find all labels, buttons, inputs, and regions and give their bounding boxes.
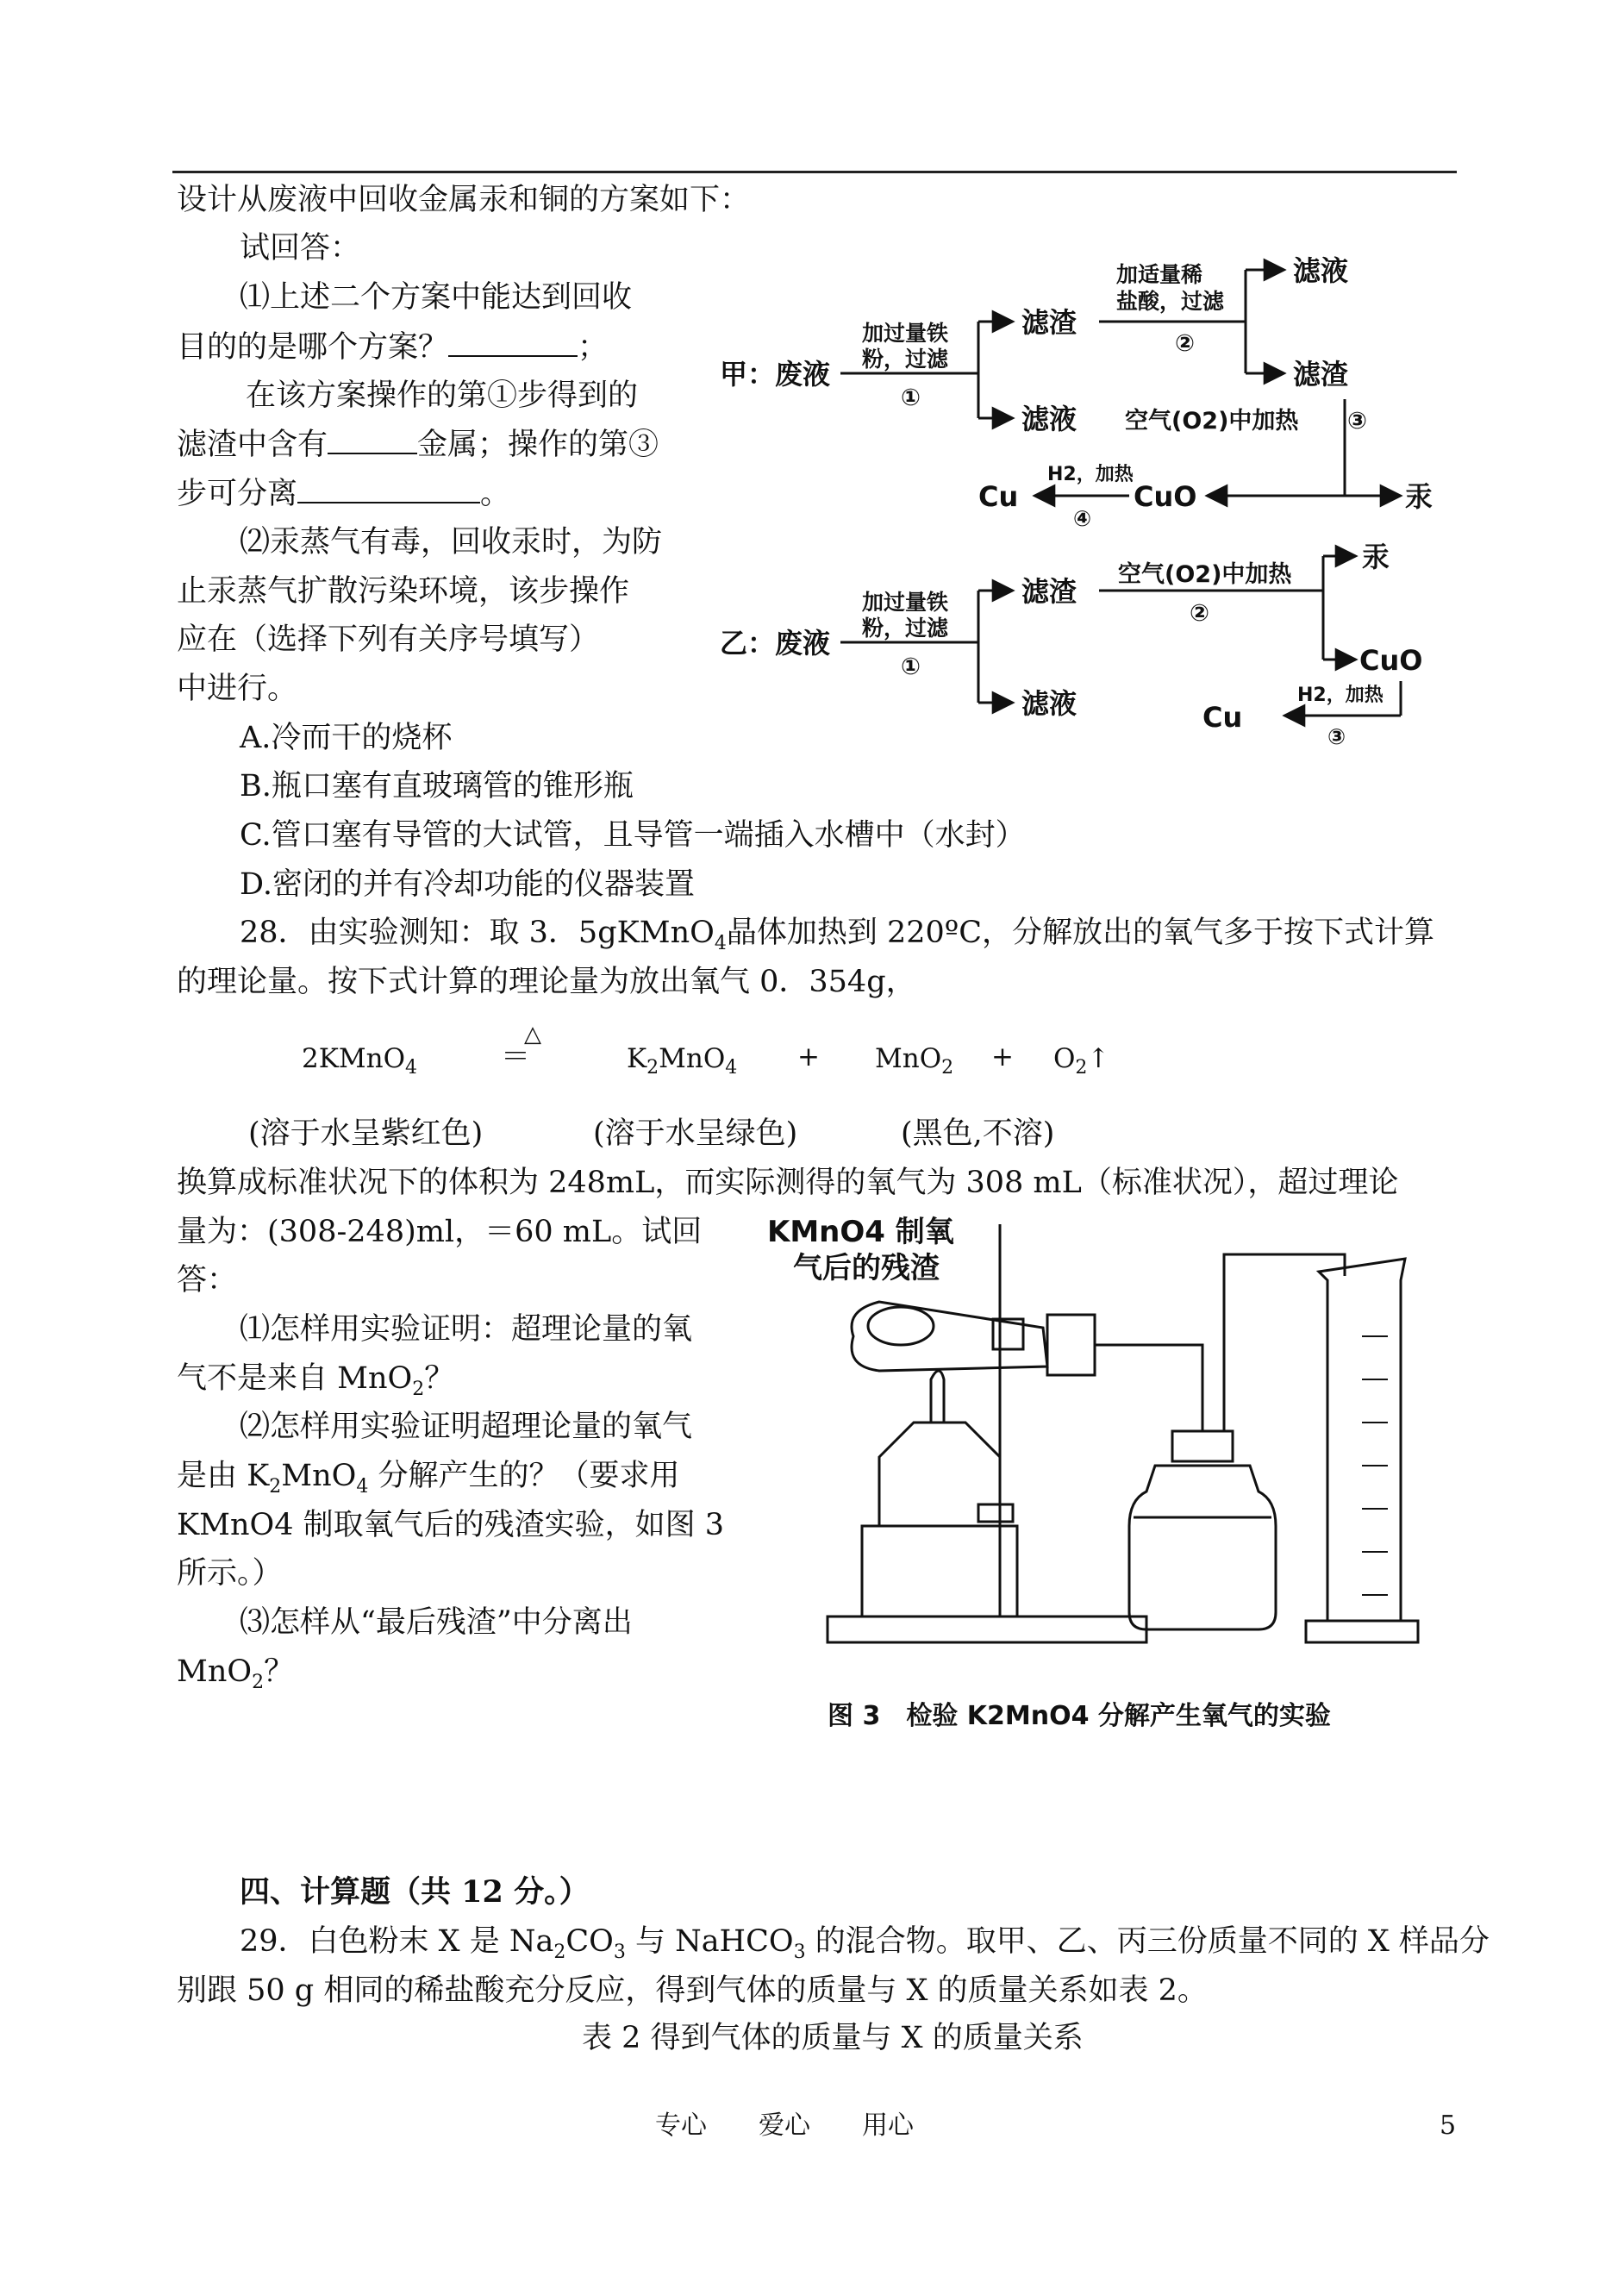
flow-yi-step-3: ③: [1327, 724, 1346, 749]
table-caption: 表 2 得到气体的质量与 X 的质量关系: [582, 2021, 1084, 2055]
flow-jia-h2-heat: H2，加热: [1047, 464, 1134, 485]
q28-sub1-line-b: 气不是来自 MnO$_2$？: [177, 1361, 455, 1400]
delivery-tube-1: [1095, 1345, 1202, 1431]
flow-jia-cu: Cu: [978, 480, 1019, 513]
footer-motto: 专心 爱心 用心: [655, 2111, 914, 2141]
q28-sub2-line-c: KMnO4 制取氧气后的残渣实验，如图 3: [177, 1508, 725, 1542]
equation-note-2: (溶于水呈绿色): [593, 1116, 798, 1151]
q2-line-b: 止汞蒸气扩散污染环境，该步操作: [177, 574, 630, 609]
answer-blank-2[interactable]: [328, 427, 417, 454]
section-4-heading: 四、计算题（共 12 分。）: [240, 1874, 590, 1910]
flow-yi-h2-heat: H2，加热: [1297, 685, 1384, 706]
q28-sub2-line-b: 是由 $K_2MnO_4$ 分解产生的？（要求用: [177, 1459, 680, 1498]
q2-line-c: 应在（选择下列有关序号填写）: [177, 622, 600, 657]
q1-line-c: 在该方案操作的第①步得到的: [246, 378, 639, 413]
stand-base: [828, 1617, 1146, 1642]
q29-line-a: 29．白色粉末 X 是 $Na_2CO_3$ 与 NaHCO$_3$ 的混合物。取甲、乙、丙三份质量不同的 X 样品分: [240, 1924, 1490, 1963]
tube-stopper: [1047, 1315, 1095, 1375]
flow-jia-filtrate-2: 滤液: [1293, 254, 1349, 287]
cylinder-base: [1306, 1621, 1418, 1642]
flow-yi-air-heat: 空气(O2)中加热: [1118, 561, 1292, 588]
option-b: B.瓶口塞有直玻璃管的锥形瓶: [240, 769, 634, 804]
q2-line-d: 中进行。: [177, 672, 298, 706]
figure-label-line-1: KMnO4 制氧: [767, 1215, 954, 1249]
recovery-flow-diagram: [720, 246, 1461, 763]
gas-bottle: [1129, 1466, 1276, 1629]
equation-heat-sign: △: [524, 1022, 541, 1047]
q28-line-b: 的理论量。按下式计算的理论量为放出氧气 0．354g，: [177, 965, 916, 999]
bottle-stopper: [1172, 1431, 1233, 1461]
lamp-block: [862, 1526, 1017, 1617]
equation-note-1: (溶于水呈紫红色): [248, 1116, 484, 1151]
q1-line-b: 目的的是哪个方案？ ；: [177, 330, 609, 365]
q28-sub3-line-b: MnO$_2$？: [177, 1654, 295, 1693]
flow-yi-filtrate: 滤液: [1021, 687, 1077, 720]
flow-jia-mercury: 汞: [1405, 480, 1433, 513]
flow-jia-add-fe-2: 粉，过滤: [862, 347, 949, 372]
flow-yi-add-fe-1: 加过量铁: [862, 590, 949, 615]
flow-yi-cuo: CuO: [1359, 644, 1423, 677]
q28-line-a: 28．由实验测知：取 3．5gKMnO$_4$晶体加热到 220ºC，分解放出的氧气多于按下式计算: [240, 916, 1434, 954]
flow-jia-cuo: CuO: [1134, 480, 1197, 513]
answer-blank-3[interactable]: [297, 476, 480, 503]
equation-lhs: 2KMnO$_4$: [302, 1043, 418, 1079]
q1-line-d: 滤渣中含有 金属；操作的第③: [177, 428, 659, 462]
flow-jia-filtrate: 滤液: [1021, 403, 1077, 435]
flow-jia-label: 甲：废液: [720, 358, 831, 391]
intro-line: 设计从废液中回收金属汞和铜的方案如下：: [177, 183, 751, 217]
flow-jia-step-2: ②: [1175, 330, 1195, 357]
alcohol-lamp: [879, 1423, 1000, 1526]
page-number: 5: [1440, 2111, 1457, 2141]
lamp-wick: [931, 1371, 944, 1423]
q28-line-e: 答：: [177, 1263, 238, 1298]
apparatus-figure: [759, 1207, 1465, 1742]
flow-jia-step-4: ④: [1073, 506, 1092, 531]
flow-jia-hcl-1: 加适量稀: [1116, 262, 1203, 287]
flow-jia-residue-2: 滤渣: [1293, 358, 1349, 391]
q29-line-b: 别跟 50 g 相同的稀盐酸充分反应，得到气体的质量与 X 的质量关系如表 2。: [177, 1973, 1208, 2008]
q1-line-e: 步可分离 。: [177, 477, 511, 511]
stand-clamp-lower: [978, 1504, 1013, 1522]
equation-product-2: MnO$_2$: [875, 1043, 954, 1079]
equation-equals: ＝: [501, 1040, 530, 1074]
flow-yi-label: 乙：废液: [720, 627, 831, 660]
residue-pile: [868, 1307, 934, 1345]
figure-label-line-2: 气后的残渣: [793, 1251, 940, 1285]
equation-product-3: $O_2↑$: [1053, 1043, 1110, 1079]
q28-sub3-line-a: ⑶怎样从“最后残渣”中分离出: [240, 1605, 633, 1640]
flow-yi-residue: 滤渣: [1021, 575, 1077, 608]
flow-yi-add-fe-2: 粉，过滤: [862, 616, 949, 641]
flow-jia-add-fe-1: 加过量铁: [862, 321, 949, 346]
question-prompt: 试回答：: [240, 231, 361, 266]
flow-jia-step-1: ①: [901, 385, 921, 411]
graduated-cylinder: [1319, 1259, 1405, 1621]
equation-note-3: (黑色,不溶): [901, 1116, 1055, 1151]
flow-jia-residue: 滤渣: [1021, 306, 1077, 339]
q1-line-a: ⑴上述二个方案中能达到回收: [240, 280, 633, 315]
flow-yi-step-1: ①: [901, 653, 921, 680]
answer-blank-1[interactable]: [448, 329, 578, 357]
option-a: A.冷而干的烧杯: [240, 721, 453, 755]
q28-sub2-line-a: ⑵怎样用实验证明超理论量的氧气: [240, 1410, 693, 1444]
flow-jia-air-heat: 空气(O2)中加热: [1125, 408, 1299, 435]
flow-yi-mercury: 汞: [1362, 541, 1390, 573]
flow-jia-step-3: ③: [1347, 408, 1367, 435]
q28-line-d: 量为：(308-248)ml，＝60 mL。试回: [177, 1215, 703, 1249]
flow-yi-cu: Cu: [1202, 701, 1243, 734]
header-rule: [172, 171, 1457, 173]
q28-sub1-line-a: ⑴怎样用实验证明：超理论量的氧: [240, 1312, 693, 1347]
q28-sub2-line-d: 所示。）: [177, 1556, 283, 1591]
flow-jia-hcl-2: 盐酸，过滤: [1116, 289, 1225, 314]
option-c: C.管口塞有导管的大试管，且导管一端插入水槽中（水封）: [240, 818, 1026, 853]
equation-plus-2: +: [991, 1041, 1014, 1072]
equation-plus-1: +: [797, 1041, 820, 1072]
flow-yi-step-2: ②: [1190, 600, 1209, 627]
q28-line-c: 换算成标准状况下的体积为 248mL，而实际测得的氧气为 308 mL（标准状况），超过理论: [177, 1166, 1399, 1200]
q2-line-a: ⑵汞蒸气有毒，回收汞时，为防: [240, 525, 663, 560]
option-d: D.密闭的并有冷却功能的仪器装置: [240, 867, 695, 902]
figure-caption: 图 3 检验 K2MnO4 分解产生氧气的实验: [828, 1701, 1331, 1731]
equation-product-1: $K_2MnO_4$: [627, 1043, 738, 1079]
